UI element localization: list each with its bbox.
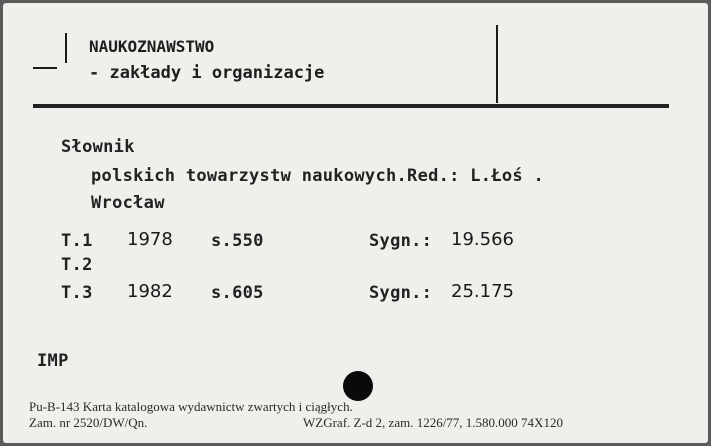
volume-1-sygn-label: Sygn.: [369,231,433,251]
heading-box-divider [496,25,498,103]
corner-mark-horizontal [33,67,57,69]
volume-3-sygn-label: Sygn.: [369,283,433,303]
volume-3-pages: s.605 [211,283,264,303]
header-rule [33,104,669,108]
stamp-label: IMP [37,351,69,371]
subject-subheading: - zakłady i organizacje [89,63,325,83]
volume-3-sygn-value: 25.175 [451,281,514,302]
volume-1-sygn-value: 19.566 [451,229,514,250]
volume-3-year: 1982 [127,281,173,302]
volume-1-year: 1978 [127,229,173,250]
entry-place: Wrocław [91,193,165,213]
catalog-card [3,3,708,443]
volume-1-label: T.1 [61,231,93,251]
punch-hole [343,371,373,401]
entry-label: Słownik [61,137,135,157]
subject-heading: NAUKOZNAWSTWO [89,37,215,56]
volume-2-label: T.2 [61,255,93,275]
volume-3-label: T.3 [61,283,93,303]
footer-line-2-right: WZGraf. Z-d 2, zam. 1226/77, 1.580.000 74X120 [303,415,563,430]
entry-title: polskich towarzystw naukowych.Red.: L.Łoś . [91,166,544,186]
footer-line-2-left: Zam. nr 2520/DW/Qn. [29,415,148,430]
footer-line-1: Pu-B-143 Karta katalogowa wydawnictw zwartych i ciągłych. [29,399,353,414]
volume-1-pages: s.550 [211,231,264,251]
corner-mark-vertical [65,33,67,63]
